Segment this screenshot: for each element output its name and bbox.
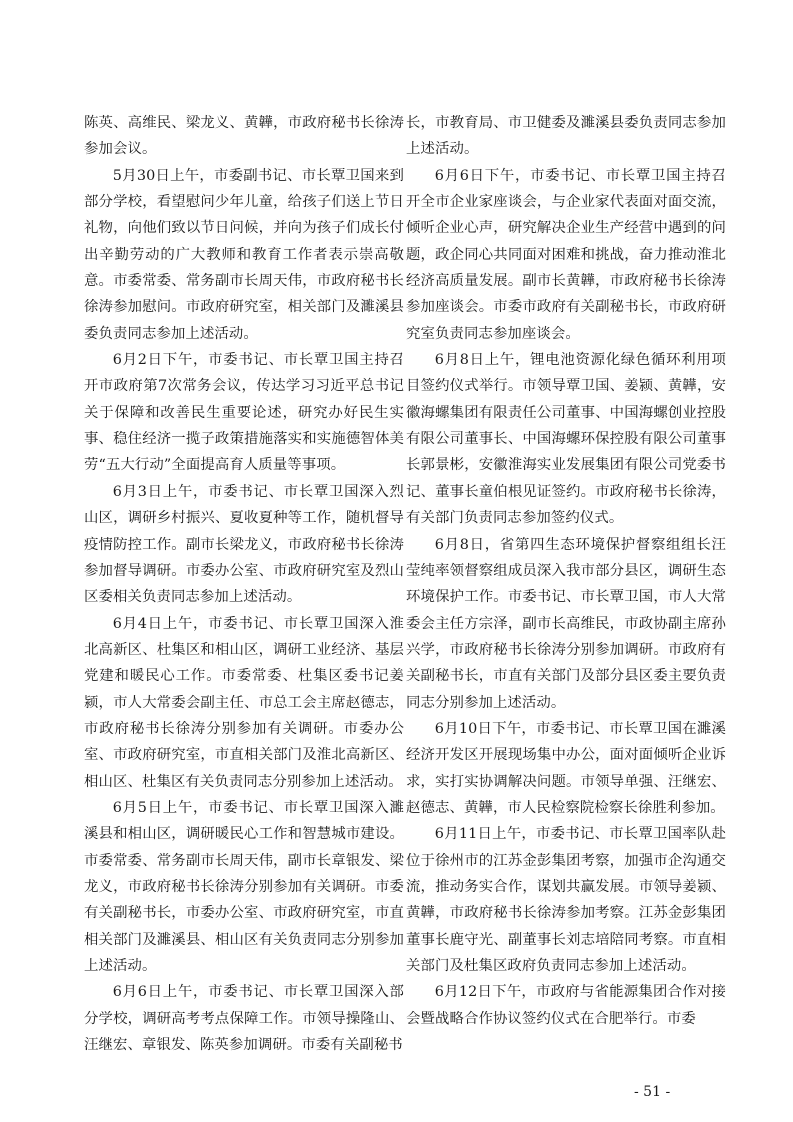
paragraph: 6月6日上午，市委书记、市长覃卫国深入部分学校，调研高考考点保障工作。市领导操隆山、汪继宏、章银发、陈英参加调研。市委有关副秘书 <box>84 984 404 1054</box>
paragraph: 陈英、高维民、梁龙义、黄韡，市政府秘书长徐涛参加会议。 <box>84 115 404 158</box>
paragraph: 6月10日下午，市委书记、市长覃卫国在濉溪经济开发区开展现场集中办公，面对面倾听企业诉求，实打实协调解决问题。市领导单强、汪继宏、赵德志、黄韡，市人民检察院检察长徐胜利参加。 <box>406 720 726 816</box>
paragraph: 5月30日上午，市委副书记、市长覃卫国来到部分学校，看望慰问少年儿童，给孩子们送上节日礼物，向他们致以节日问候，并向为孩子们成长付出辛勤劳动的广大教师和教育工作者表示崇高敬意。市委常委、常务副市长周天伟，市政府秘书长徐涛参加慰问。市政府研究室，相关部门及濉溪县委负责同志参加上述活动。 <box>84 167 404 342</box>
paragraph: 6月5日上午，市委书记、市长覃卫国深入濉溪县和相山区，调研暖民心工作和智慧城市建设。市委常委、常务副市长周天伟，副市长章银发、梁龙义，市政府秘书长徐涛分别参加有关调研。市委有关副秘书长，市委办公室、市政府研究室，市直相关部门及濉溪县、相山区有关负责同志分别参加上述活动。 <box>84 799 404 974</box>
right-column <box>406 110 726 1032</box>
paragraph: 6月8日，省第四生态环境保护督察组组长汪莹纯率领督察组成员深入我市部分县区，调研生态环境保护工作。市委书记、市长覃卫国，市人大常委会主任方宗泽，副市长高维民，市政协副主席孙兴学，市政府秘书长徐涛分别参加调研。市政府有关副秘书长，市直有关部门及部分县区委主要负责同志分别参加上述活动。 <box>406 536 726 711</box>
paragraph: 6月11日上午，市委书记、市长覃卫国率队赴位于徐州市的江苏金彭集团考察，加强市企沟通交流，推动务实合作，谋划共赢发展。市领导姜颍、黄韡，市政府秘书长徐涛参加考察。江苏金彭集团董事长鹿守光、副董事长刘志培陪同考察。市直相关部门及杜集区政府负责同志参加上述活动。 <box>406 826 726 974</box>
left-column <box>84 110 404 1058</box>
paragraph: 6月12日下午，市政府与省能源集团合作对接会暨战略合作协议签约仪式在合肥举行。市委 <box>406 984 726 1027</box>
paragraph: 6月4日上午，市委书记、市长覃卫国深入淮北高新区、杜集区和相山区，调研工业经济、基层党建和暖民心工作。市委常委、杜集区委书记姜颍，市人大常委会副主任、市总工会主席赵德志，市政府秘书长徐涛分别参加有关调研。市委办公室、市政府研究室，市直相关部门及淮北高新区、相山区、杜集区有关负责同志分别参加上述活动。 <box>84 615 404 790</box>
paragraph: 6月8日上午，锂电池资源化绿色循环利用项目签约仪式举行。市领导覃卫国、姜颍、黄韡，安徽海螺集团有限责任公司董事、中国海螺创业控股有限公司董事长、中国海螺环保控股有限公司董事长郭景彬，安徽淮海实业发展集团有限公司党委书记、董事长童伯根见证签约。市政府秘书长徐涛，有关部门负责同志参加签约仪式。 <box>406 352 726 527</box>
page-number: - 51 - <box>634 1084 671 1100</box>
paragraph: 6月6日下午，市委书记、市长覃卫国主持召开全市企业家座谈会，与企业家代表面对面交流，倾听企业心声，研究解决企业生产经营中遇到的问题，政企同心共同面对困难和挑战，奋力推动淮北经济高质量发展。副市长黄韡，市政府秘书长徐涛参加座谈会。市委市政府有关副秘书长，市政府研究室负责同志参加座谈会。 <box>406 167 726 342</box>
paragraph: 长，市教育局、市卫健委及濉溪县委负责同志参加上述活动。 <box>406 115 726 158</box>
paragraph: 6月2日下午，市委书记、市长覃卫国主持召开市政府第7次常务会议，传达学习习近平总书记关于保障和改善民生重要论述，研究办好民生实事、稳住经济一揽子政策措施落实和实施德智体美劳“五大行动”全面提高育人质量等事项。 <box>84 352 404 474</box>
paragraph: 6月3日上午，市委书记、市长覃卫国深入烈山区，调研乡村振兴、夏收夏种等工作，随机督导疫情防控工作。副市长梁龙义，市政府秘书长徐涛参加督导调研。市委办公室、市政府研究室及烈山区委相关负责同志参加上述活动。 <box>84 483 404 606</box>
